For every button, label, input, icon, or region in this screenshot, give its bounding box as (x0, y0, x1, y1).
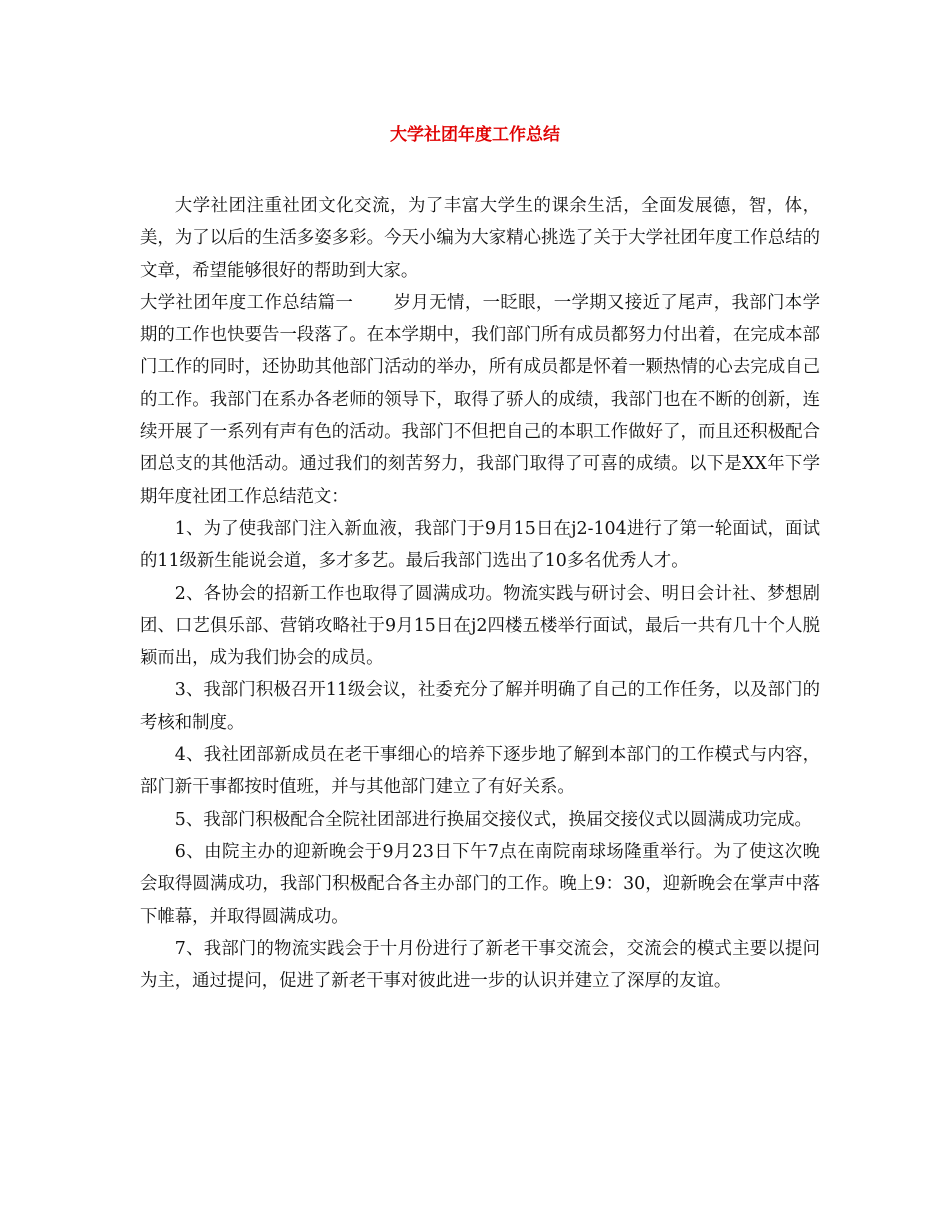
section-heading: 大学社团年度工作总结篇一 (140, 292, 354, 313)
list-item: 7、我部门的物流实践会于十月份进行了新老干事交流会，交流会的模式主要以提问为主，通过提问，促进了新老干事对彼此进一步的认识并建立了深厚的友谊。 (140, 938, 820, 992)
intro-paragraph: 大学社团注重社团文化交流，为了丰富大学生的课余生活，全面发展德，智，体，美，为了以后的生活多姿多彩。今天小编为大家精心挑选了关于大学社团年度工作总结的文章，希望能够很好的帮助到大家。 (140, 196, 820, 281)
section-intro: 岁月无情，一眨眼，一学期又接近了尾声，我部门本学期的工作也快要告一段落了。在本学期中，我们部门所有成员都努力付出着，在完成本部门工作的同时，还协助其他部门活动的举办，所有成员都是怀着一颗热情的心去完成自己的工作。我部门在系办各老师的领导下，取得了骄人的成绩，我部门也在不断的创新，连续开展了一系列有声有色的活动。我部门不但把自己的本职工作做好了，而且还积极配合团总支的其他活动。通过我们的刻苦努力，我部门取得了可喜的成绩。以下是XX年下学期年度社团工作总结范文： (140, 292, 820, 507)
section-paragraph (140, 287, 820, 513)
document-body (140, 190, 820, 997)
list-item: 2、各协会的招新工作也取得了圆满成功。物流实践与研讨会、明日会计社、梦想剧团、口艺俱乐部、营销攻略社于9月15日在j2四楼五楼举行面试，最后一共有几十个人脱颖而出，成为我们协会的成员。 (140, 583, 820, 669)
list-item: 3、我部门积极召开11级会议，社委充分了解并明确了自己的工作任务，以及部门的考核和制度。 (140, 680, 820, 733)
list-item: 6、由院主办的迎新晚会于9月23日下午7点在南院南球场隆重举行。为了使这次晚会取得圆满成功，我部门积极配合各主办部门的工作。晚上9：30，迎新晚会在掌声中落下帷幕，并取得圆满成功。 (140, 841, 820, 927)
document-title: 大学社团年度工作总结 (390, 125, 560, 145)
list-item: 4、我社团部新成员在老干事细心的培养下逐步地了解到本部门的工作模式与内容，部门新干事都按时值班，并与其他部门建立了有好关系。 (140, 745, 820, 798)
list-item: 5、我部门积极配合全院社团部进行换届交接仪式，换届交接仪式以圆满成功完成。 (174, 809, 812, 830)
list-item: 1、为了使我部门注入新血液，我部门于9月15日在j2-104进行了第一轮面试，面试的11级新生能说会道，多才多艺。最后我部门选出了10多名优秀人才。 (140, 518, 820, 572)
